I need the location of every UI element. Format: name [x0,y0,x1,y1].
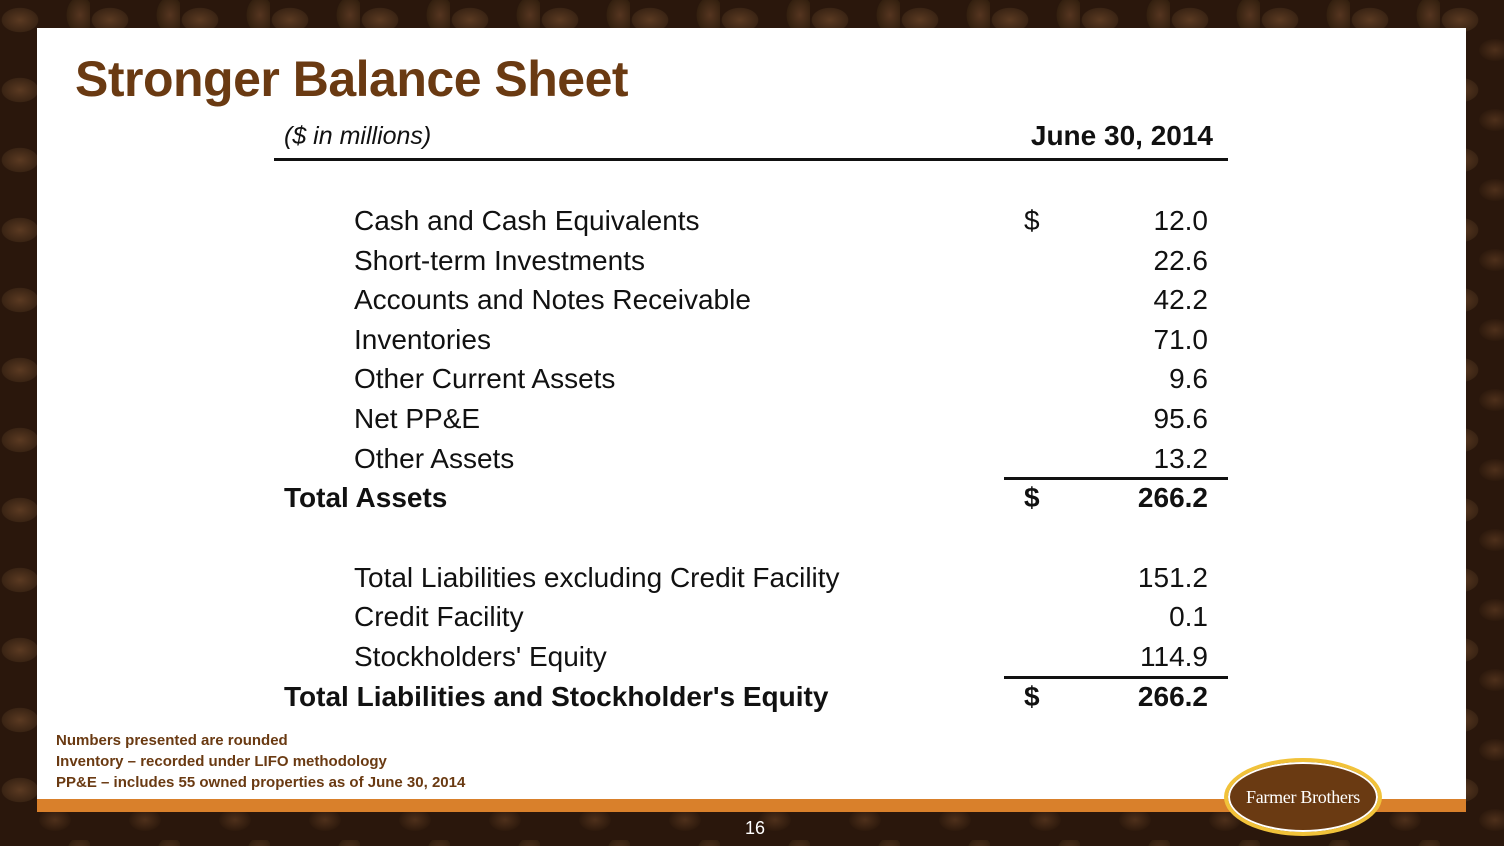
table-header [274,116,1228,161]
row-value: 114.9 [1140,640,1208,672]
row-value: 71.0 [1153,323,1208,355]
balance-sheet-table [274,116,1228,716]
total-liabilities-label: Total Liabilities and Stockholder's Equity [284,680,829,712]
row-label: Credit Facility [354,601,524,633]
total-assets-label: Total Assets [284,482,448,514]
total-assets-currency: $ [1024,482,1040,514]
page-number: 16 [744,818,766,838]
row-label: Accounts and Notes Receivable [354,284,751,316]
table-row [274,241,1228,281]
total-liabilities-currency: $ [1024,680,1040,712]
row-value: 9.6 [1169,363,1208,395]
total-liabilities-value: 266.2 [1137,680,1208,712]
total-liabilities-row [274,677,1228,717]
table-row [274,201,1228,241]
table-row [274,439,1228,479]
table-row [274,637,1228,677]
row-value: 0.1 [1169,601,1208,633]
table-row [274,399,1228,439]
footnote: Inventory – recorded under LIFO methodology [56,753,387,770]
total-assets-row [274,478,1228,518]
footnote: Numbers presented are rounded [56,732,288,749]
row-value: 22.6 [1153,244,1208,276]
row-currency: $ [1024,205,1040,236]
slide [37,28,1466,812]
slide-title: Stronger Balance Sheet [75,51,629,107]
footnotes [56,730,465,793]
table-row [274,359,1228,399]
row-label: Cash and Cash Equivalents [354,205,700,236]
row-label: Other Assets [354,442,515,474]
total-assets-value: 266.2 [1137,482,1208,514]
company-logo [1224,758,1382,836]
row-label: Stockholders' Equity [354,640,607,672]
table-row [274,558,1228,598]
row-label: Net PP&E [354,402,481,434]
footnote: PP&E – includes 55 owned properties as of June 30, 2014 [56,774,466,791]
row-label: Inventories [354,323,491,355]
row-value: 42.2 [1153,284,1208,316]
date-header: June 30, 2014 [1030,120,1213,151]
logo-text: Farmer Brothers [1246,786,1360,807]
units-label: ($ in millions) [284,122,432,150]
row-value: 95.6 [1153,402,1208,434]
row-value: 12.0 [1153,205,1208,236]
row-value: 13.2 [1153,442,1208,474]
row-value: 151.2 [1137,561,1208,593]
table-row [274,280,1228,320]
row-label: Total Liabilities excluding Credit Facility [354,561,840,593]
table-row [274,320,1228,360]
table-row [274,597,1228,637]
row-label: Other Current Assets [354,363,616,395]
row-label: Short-term Investments [354,244,645,276]
